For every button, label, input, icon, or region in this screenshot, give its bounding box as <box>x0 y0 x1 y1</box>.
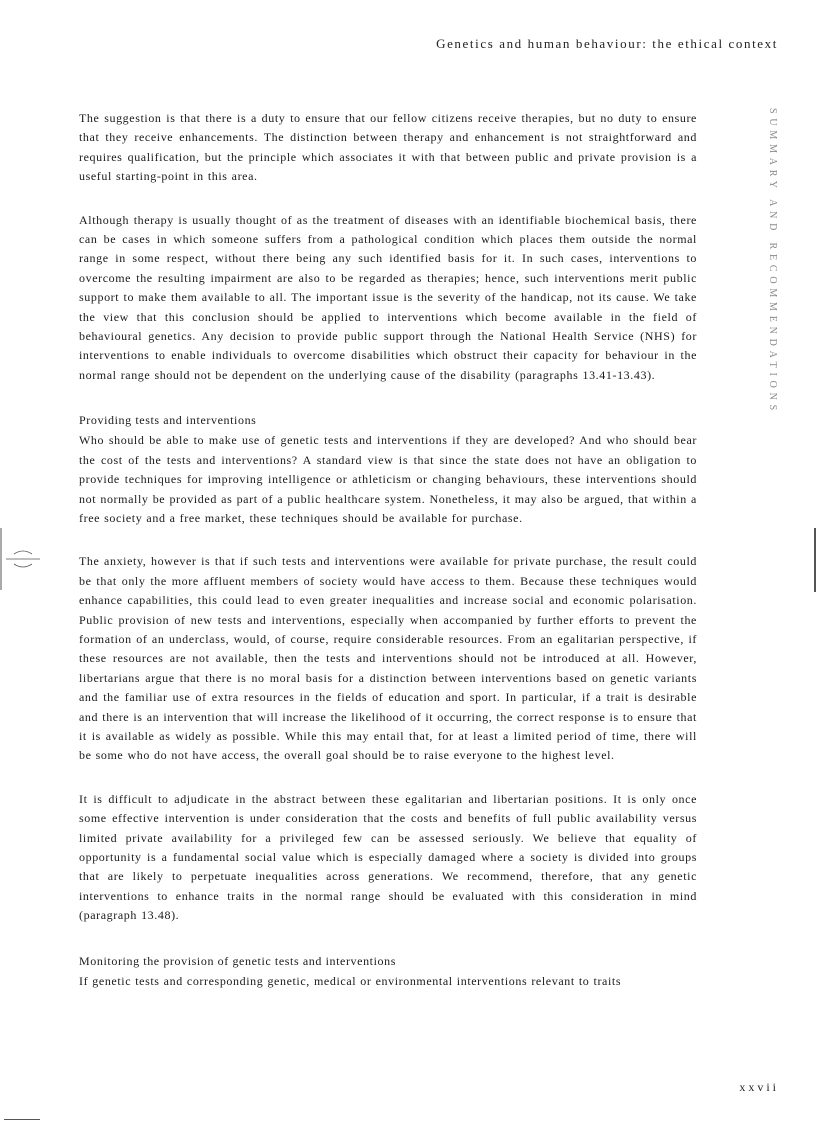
section-side-tab: SUMMARY AND RECOMMENDATIONS <box>767 108 778 416</box>
paragraph-anxiety: The anxiety, however is that if such tests and interventions were available for private purchase, the result could be that only the more affluent members of society would have access to them. Because these techniques would enhance capabilities, this could lead to even greater inequalities and increase social and economic polarisation. Public provision of new tests and interventions, especially when accompanied by further efforts to prevent the formation of an underclass, would, of course, require considerable resources. From an egalitarian perspective, if these resources are not available, then the tests and interventions should not be introduced at all. However, libertarians argue that there is no moral basis for a distinction between interventions based on genetic variants and the familiar use of extra resources in the fields of education and sport. In particular, if a trait is desirable and there is an intervention that will increase the likelihood of it occurring, the correct response is to ensure that it is available as widely as possible. While this may entail that, for at least a limited period of time, there will be some who do not have access, the overall goal should be to raise everyone to the highest level. <box>79 554 697 763</box>
running-head: Genetics and human behaviour: the ethical context <box>436 36 778 51</box>
crop-mark-bottom <box>4 1119 40 1120</box>
main-text <box>79 109 697 1015</box>
paragraph-who-should-use: Who should be able to make use of genetic tests and interventions if they are developed? And who should bear the cost of the tests and interventions? A standard view is that since the state does not have an obligation to provide techniques for improving intelligence or athleticism or changing behaviours, these interventions should not normally be provided as part of a public healthcare system. Nonetheless, it may also be argued, that within a free society and a free market, these techniques should be available for purchase. <box>79 433 697 525</box>
paragraph-monitoring: If genetic tests and corresponding genetic, medical or environmental interventions relevant to traits <box>79 973 622 988</box>
page-number: xxvii <box>739 1080 779 1094</box>
registration-mark-icon <box>0 528 42 590</box>
paragraph-adjudicate: It is difficult to adjudicate in the abstract between these egalitarian and libertarian positions. It is only once some effective intervention is under consideration that the costs and benefits of full public availability versus limited private availability for a privileged few can be assessed seriously. We believe that equality of opportunity is a fundamental social value which is especially damaged where a society is divided into groups that are likely to perpetuate inequalities across generations. We recommend, therefore, that any genetic interventions to enhance traits in the normal range should be evaluated with this consideration in mind (paragraph 13.48). <box>79 791 697 923</box>
section-heading-providing-tests: Providing tests and interventions <box>79 413 257 428</box>
paragraph-therapy-definition: Although therapy is usually thought of as the treatment of diseases with an identifiable biochemical basis, there can be cases in which someone suffers from a pathological condition which places them outside the normal range in some respect, without there being any such identified basis for it. In such cases, interventions to overcome the resulting impairment are also to be regarded as therapies; hence, such interventions merit public support to make them available to all. The important issue is the severity of the handicap, not its cause. We take the view that this conclusion should be applied to interventions which become available in the field of behavioural genetics. Any decision to provide public support through the National Health Service (NHS) for interventions to enable individuals to overcome disabilities which obstruct their capacity for behaviour in the normal range should not be dependent on the underlying cause of the disability (paragraphs 13.41-13.43). <box>79 212 697 382</box>
section-heading-monitoring: Monitoring the provision of genetic tests and interventions <box>79 953 397 968</box>
paragraph-therapy-enhancement: The suggestion is that there is a duty to ensure that our fellow citizens receive therapies, but no duty to ensure that they receive enhancements. The distinction between therapy and enhancement is not straightforward and requires qualification, but the principle which associates it with that between public and private provision is a useful starting-point in this area. <box>79 111 697 184</box>
